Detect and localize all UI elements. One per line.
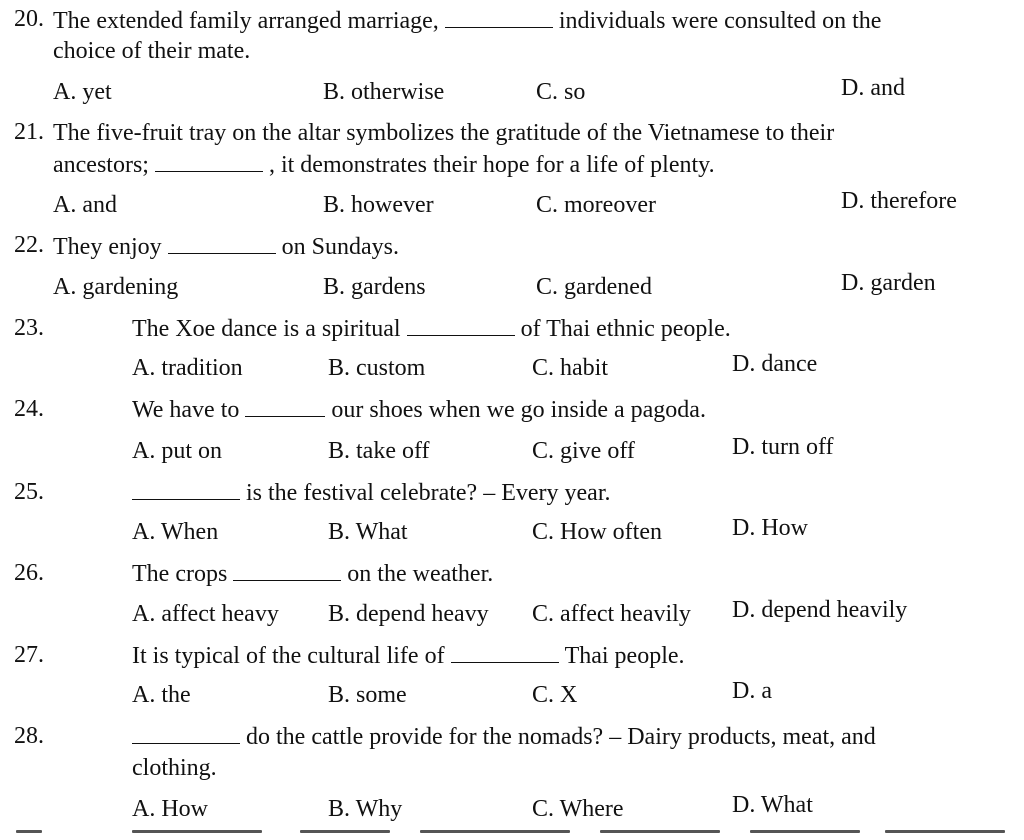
question-text [132,721,876,751]
question-text-after: individuals were consulted on the [558,8,882,34]
question-text-after: of Thai ethnic people. [520,316,731,342]
question-number: 20. [14,6,44,32]
question-text-after: , it demonstrates their hope for a life of plenty. [268,152,715,178]
option-c: C. gardened [536,274,652,300]
answer-blank [245,394,325,417]
question-text-after: Thai people. [564,643,685,669]
question-text-before: ancestors; [53,152,149,178]
answer-blank [155,149,263,172]
question-text-before: We have to [132,397,240,423]
answer-blank [451,640,559,663]
question-number: 21. [14,119,44,145]
question-number: 26. [14,560,44,586]
option-c: C. moreover [536,192,656,218]
option-c: C. Where [532,796,624,822]
option-b: B. otherwise [323,79,445,105]
question-number: 28. [14,723,44,749]
option-b: B. custom [328,355,426,381]
answer-blank [233,558,341,581]
question-text-continued: choice of their mate. [53,38,251,64]
option-c: C. affect heavily [532,601,691,627]
question-text-after: do the cattle provide for the nomads? – Dairy products, meat, and [246,724,876,750]
option-b: B. however [323,192,434,218]
option-c: C. How often [532,519,662,545]
question-text [53,231,399,261]
question-text: The five-fruit tray on the altar symbolizes the gratitude of the Vietnamese to their [53,120,835,146]
option-c: C. so [536,79,586,105]
question-text [132,558,493,588]
question-number: 24. [14,396,44,422]
question-number: 27. [14,642,44,668]
option-c: C. habit [532,355,608,381]
option-a: A. tradition [132,355,243,381]
question-text-before: It is typical of the cultural life of [132,643,445,669]
option-b: B. take off [328,438,430,464]
question-number: 22. [14,232,44,258]
question-text-after: is the festival celebrate? – Every year. [246,480,611,506]
question-text-before: They enjoy [53,234,162,260]
option-d: D. therefore [841,188,957,214]
cropped-next-line [0,826,1024,840]
option-a: A. When [132,519,219,545]
option-b: B. some [328,682,407,708]
option-d: D. a [732,678,772,704]
option-d: D. dance [732,351,818,377]
option-d: D. turn off [732,434,834,460]
question-text-continued: clothing. [132,755,217,781]
option-c: C. give off [532,438,635,464]
question-text [132,640,685,670]
question-text [132,394,706,424]
question-text-before: The crops [132,561,228,587]
option-d: D. and [841,75,905,101]
option-b: B. Why [328,796,403,822]
answer-blank [132,721,240,744]
question-text [53,5,881,35]
option-c: C. X [532,682,578,708]
answer-blank [407,313,515,336]
answer-blank [445,5,553,28]
option-a: A. put on [132,438,222,464]
option-b: B. gardens [323,274,426,300]
option-a: A. How [132,796,208,822]
option-a: A. affect heavy [132,601,279,627]
option-d: D. depend heavily [732,597,908,623]
option-a: A. the [132,682,191,708]
question-number: 25. [14,479,44,505]
option-b: B. depend heavy [328,601,489,627]
question-text-after: on the weather. [347,561,494,587]
question-text-before: The Xoe dance is a spiritual [132,316,401,342]
option-a: A. yet [53,79,112,105]
question-text-after: our shoes when we go inside a pagoda. [331,397,706,423]
question-text [132,313,731,343]
option-d: D. What [732,792,813,818]
answer-blank [168,231,276,254]
question-number: 23. [14,315,44,341]
question-text-after: on Sundays. [281,234,399,260]
option-a: A. and [53,192,117,218]
question-text [132,477,611,507]
option-d: D. garden [841,270,936,296]
answer-blank [132,477,240,500]
option-a: A. gardening [53,274,179,300]
question-text-continued [53,149,715,179]
question-text-before: The extended family arranged marriage, [53,8,439,34]
option-d: D. How [732,515,808,541]
option-b: B. What [328,519,408,545]
